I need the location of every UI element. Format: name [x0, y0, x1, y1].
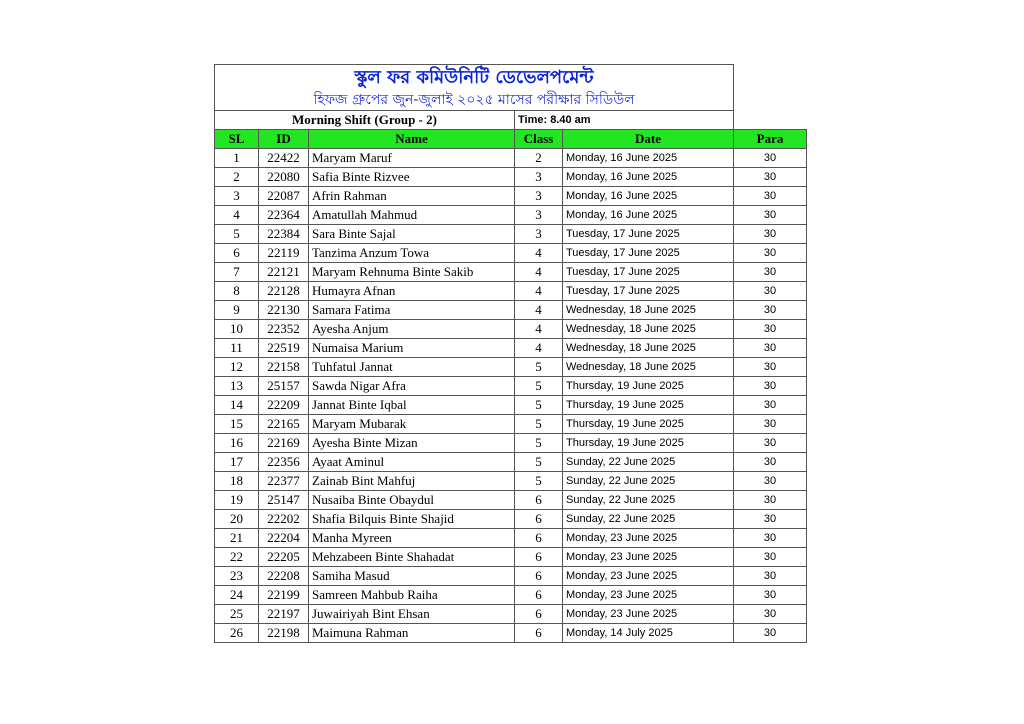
cell-class: 5: [515, 377, 563, 396]
cell-sl: 22: [215, 548, 259, 567]
cell-id: 22208: [259, 567, 309, 586]
schedule-table: [214, 64, 807, 643]
table-row: [215, 586, 807, 605]
col-header-id: ID: [259, 130, 309, 149]
cell-id: 22128: [259, 282, 309, 301]
cell-name: Sara Binte Sajal: [309, 225, 515, 244]
cell-id: 22080: [259, 168, 309, 187]
cell-date: Monday, 23 June 2025: [563, 548, 734, 567]
table-row: [215, 529, 807, 548]
cell-para: 30: [734, 396, 807, 415]
table-row: [215, 472, 807, 491]
cell-id: 22205: [259, 548, 309, 567]
cell-sl: 1: [215, 149, 259, 168]
cell-date: Monday, 16 June 2025: [563, 168, 734, 187]
cell-name: Amatullah Mahmud: [309, 206, 515, 225]
cell-class: 3: [515, 168, 563, 187]
cell-name: Afrin Rahman: [309, 187, 515, 206]
cell-para: 30: [734, 244, 807, 263]
shift-label: Morning Shift (Group - 2): [215, 111, 515, 130]
cell-class: 3: [515, 187, 563, 206]
cell-name: Shafia Bilquis Binte Shajid: [309, 510, 515, 529]
cell-id: 22165: [259, 415, 309, 434]
cell-date: Wednesday, 18 June 2025: [563, 301, 734, 320]
table-row: [215, 396, 807, 415]
cell-para: 30: [734, 168, 807, 187]
cell-id: 25147: [259, 491, 309, 510]
cell-id: 25157: [259, 377, 309, 396]
cell-para: 30: [734, 605, 807, 624]
cell-sl: 10: [215, 320, 259, 339]
cell-class: 5: [515, 434, 563, 453]
cell-name: Nusaiba Binte Obaydul: [309, 491, 515, 510]
cell-para: 30: [734, 472, 807, 491]
table-row: [215, 168, 807, 187]
cell-para: 30: [734, 339, 807, 358]
col-header-para: Para: [734, 130, 807, 149]
cell-date: Monday, 16 June 2025: [563, 206, 734, 225]
table-row: [215, 187, 807, 206]
col-header-class: Class: [515, 130, 563, 149]
cell-class: 2: [515, 149, 563, 168]
cell-class: 6: [515, 510, 563, 529]
cell-sl: 21: [215, 529, 259, 548]
cell-name: Tuhfatul Jannat: [309, 358, 515, 377]
cell-class: 5: [515, 358, 563, 377]
table-row: [215, 377, 807, 396]
cell-class: 6: [515, 624, 563, 643]
cell-date: Tuesday, 17 June 2025: [563, 225, 734, 244]
cell-name: Zainab Bint Mahfuj: [309, 472, 515, 491]
cell-name: Samara Fatima: [309, 301, 515, 320]
cell-class: 5: [515, 415, 563, 434]
cell-class: 6: [515, 548, 563, 567]
cell-class: 3: [515, 206, 563, 225]
table-row: [215, 225, 807, 244]
cell-name: Ayaat Aminul: [309, 453, 515, 472]
cell-para: 30: [734, 263, 807, 282]
cell-sl: 18: [215, 472, 259, 491]
cell-id: 22130: [259, 301, 309, 320]
table-row: [215, 301, 807, 320]
cell-class: 4: [515, 320, 563, 339]
table-row: [215, 567, 807, 586]
cell-para: 30: [734, 491, 807, 510]
cell-class: 6: [515, 567, 563, 586]
cell-sl: 26: [215, 624, 259, 643]
cell-id: 22197: [259, 605, 309, 624]
cell-id: 22158: [259, 358, 309, 377]
table-row: [215, 282, 807, 301]
cell-id: 22356: [259, 453, 309, 472]
cell-sl: 6: [215, 244, 259, 263]
cell-id: 22202: [259, 510, 309, 529]
cell-date: Monday, 14 July 2025: [563, 624, 734, 643]
cell-sl: 8: [215, 282, 259, 301]
cell-class: 5: [515, 453, 563, 472]
schedule-rows: [215, 149, 807, 643]
cell-sl: 14: [215, 396, 259, 415]
cell-name: Jannat Binte Iqbal: [309, 396, 515, 415]
cell-id: 22352: [259, 320, 309, 339]
schedule-sheet: [214, 64, 807, 643]
cell-para: 30: [734, 510, 807, 529]
cell-name: Maimuna Rahman: [309, 624, 515, 643]
cell-id: 22199: [259, 586, 309, 605]
cell-date: Wednesday, 18 June 2025: [563, 320, 734, 339]
cell-class: 6: [515, 586, 563, 605]
cell-class: 6: [515, 491, 563, 510]
cell-id: 22519: [259, 339, 309, 358]
cell-para: 30: [734, 624, 807, 643]
table-row: [215, 453, 807, 472]
cell-para: 30: [734, 453, 807, 472]
cell-date: Thursday, 19 June 2025: [563, 434, 734, 453]
cell-sl: 17: [215, 453, 259, 472]
table-row: [215, 320, 807, 339]
cell-date: Monday, 16 June 2025: [563, 187, 734, 206]
cell-class: 6: [515, 529, 563, 548]
cell-name: Sawda Nigar Afra: [309, 377, 515, 396]
cell-para: 30: [734, 282, 807, 301]
title-row: [215, 65, 807, 91]
cell-name: Numaisa Marium: [309, 339, 515, 358]
cell-sl: 3: [215, 187, 259, 206]
cell-class: 4: [515, 282, 563, 301]
cell-para: 30: [734, 149, 807, 168]
cell-sl: 25: [215, 605, 259, 624]
table-row: [215, 415, 807, 434]
table-row: [215, 244, 807, 263]
cell-date: Sunday, 22 June 2025: [563, 453, 734, 472]
cell-para: 30: [734, 586, 807, 605]
cell-date: Tuesday, 17 June 2025: [563, 282, 734, 301]
cell-date: Thursday, 19 June 2025: [563, 377, 734, 396]
cell-sl: 7: [215, 263, 259, 282]
table-row: [215, 434, 807, 453]
cell-para: 30: [734, 377, 807, 396]
cell-para: 30: [734, 301, 807, 320]
cell-para: 30: [734, 225, 807, 244]
table-row: [215, 491, 807, 510]
cell-date: Thursday, 19 June 2025: [563, 396, 734, 415]
cell-name: Maryam Mubarak: [309, 415, 515, 434]
cell-date: Monday, 23 June 2025: [563, 586, 734, 605]
cell-date: Wednesday, 18 June 2025: [563, 358, 734, 377]
cell-sl: 13: [215, 377, 259, 396]
cell-id: 22384: [259, 225, 309, 244]
cell-name: Humayra Afnan: [309, 282, 515, 301]
cell-para: 30: [734, 320, 807, 339]
cell-id: 22364: [259, 206, 309, 225]
column-header-row: [215, 130, 807, 149]
cell-name: Ayesha Anjum: [309, 320, 515, 339]
cell-name: Manha Myreen: [309, 529, 515, 548]
table-row: [215, 339, 807, 358]
cell-sl: 2: [215, 168, 259, 187]
cell-date: Tuesday, 17 June 2025: [563, 244, 734, 263]
cell-para: 30: [734, 358, 807, 377]
cell-date: Monday, 23 June 2025: [563, 605, 734, 624]
cell-sl: 16: [215, 434, 259, 453]
cell-name: Maryam Rehnuma Binte Sakib: [309, 263, 515, 282]
exam-schedule-subtitle: হিফজ গ্রুপের জুন-জুলাই ২০২৫ মাসের পরীক্ষার সিডিউল: [215, 90, 734, 111]
cell-date: Wednesday, 18 June 2025: [563, 339, 734, 358]
cell-date: Monday, 23 June 2025: [563, 567, 734, 586]
col-header-date: Date: [563, 130, 734, 149]
cell-para: 30: [734, 529, 807, 548]
table-row: [215, 358, 807, 377]
subtitle-row: [215, 90, 807, 111]
cell-para: 30: [734, 567, 807, 586]
cell-id: 22121: [259, 263, 309, 282]
cell-sl: 23: [215, 567, 259, 586]
cell-class: 5: [515, 472, 563, 491]
cell-date: Monday, 16 June 2025: [563, 149, 734, 168]
col-header-sl: SL: [215, 130, 259, 149]
cell-id: 22119: [259, 244, 309, 263]
cell-class: 5: [515, 396, 563, 415]
col-header-name: Name: [309, 130, 515, 149]
cell-sl: 11: [215, 339, 259, 358]
cell-para: 30: [734, 548, 807, 567]
cell-sl: 20: [215, 510, 259, 529]
table-row: [215, 624, 807, 643]
table-row: [215, 149, 807, 168]
cell-name: Juwairiyah Bint Ehsan: [309, 605, 515, 624]
cell-class: 6: [515, 605, 563, 624]
cell-class: 4: [515, 263, 563, 282]
cell-sl: 19: [215, 491, 259, 510]
cell-date: Sunday, 22 June 2025: [563, 472, 734, 491]
table-row: [215, 206, 807, 225]
cell-name: Ayesha Binte Mizan: [309, 434, 515, 453]
cell-para: 30: [734, 415, 807, 434]
cell-name: Maryam Maruf: [309, 149, 515, 168]
cell-para: 30: [734, 187, 807, 206]
cell-date: Tuesday, 17 June 2025: [563, 263, 734, 282]
table-row: [215, 605, 807, 624]
cell-sl: 5: [215, 225, 259, 244]
cell-name: Samreen Mahbub Raiha: [309, 586, 515, 605]
cell-id: 22209: [259, 396, 309, 415]
cell-date: Monday, 23 June 2025: [563, 529, 734, 548]
cell-sl: 12: [215, 358, 259, 377]
cell-id: 22198: [259, 624, 309, 643]
cell-name: Samiha Masud: [309, 567, 515, 586]
cell-id: 22422: [259, 149, 309, 168]
cell-date: Thursday, 19 June 2025: [563, 415, 734, 434]
cell-class: 4: [515, 301, 563, 320]
cell-name: Safia Binte Rizvee: [309, 168, 515, 187]
cell-date: Sunday, 22 June 2025: [563, 510, 734, 529]
cell-date: Sunday, 22 June 2025: [563, 491, 734, 510]
table-row: [215, 263, 807, 282]
cell-id: 22377: [259, 472, 309, 491]
cell-sl: 24: [215, 586, 259, 605]
cell-para: 30: [734, 206, 807, 225]
cell-class: 4: [515, 244, 563, 263]
shift-row: [215, 111, 807, 130]
cell-name: Tanzima Anzum Towa: [309, 244, 515, 263]
cell-sl: 4: [215, 206, 259, 225]
time-label: Time: 8.40 am: [515, 111, 734, 130]
cell-sl: 9: [215, 301, 259, 320]
table-row: [215, 510, 807, 529]
cell-para: 30: [734, 434, 807, 453]
table-row: [215, 548, 807, 567]
cell-id: 22087: [259, 187, 309, 206]
cell-name: Mehzabeen Binte Shahadat: [309, 548, 515, 567]
cell-class: 4: [515, 339, 563, 358]
cell-sl: 15: [215, 415, 259, 434]
cell-id: 22169: [259, 434, 309, 453]
school-title: স্কুল ফর কমিউনিটি ডেভেলপমেন্ট: [215, 65, 734, 91]
cell-id: 22204: [259, 529, 309, 548]
cell-class: 3: [515, 225, 563, 244]
